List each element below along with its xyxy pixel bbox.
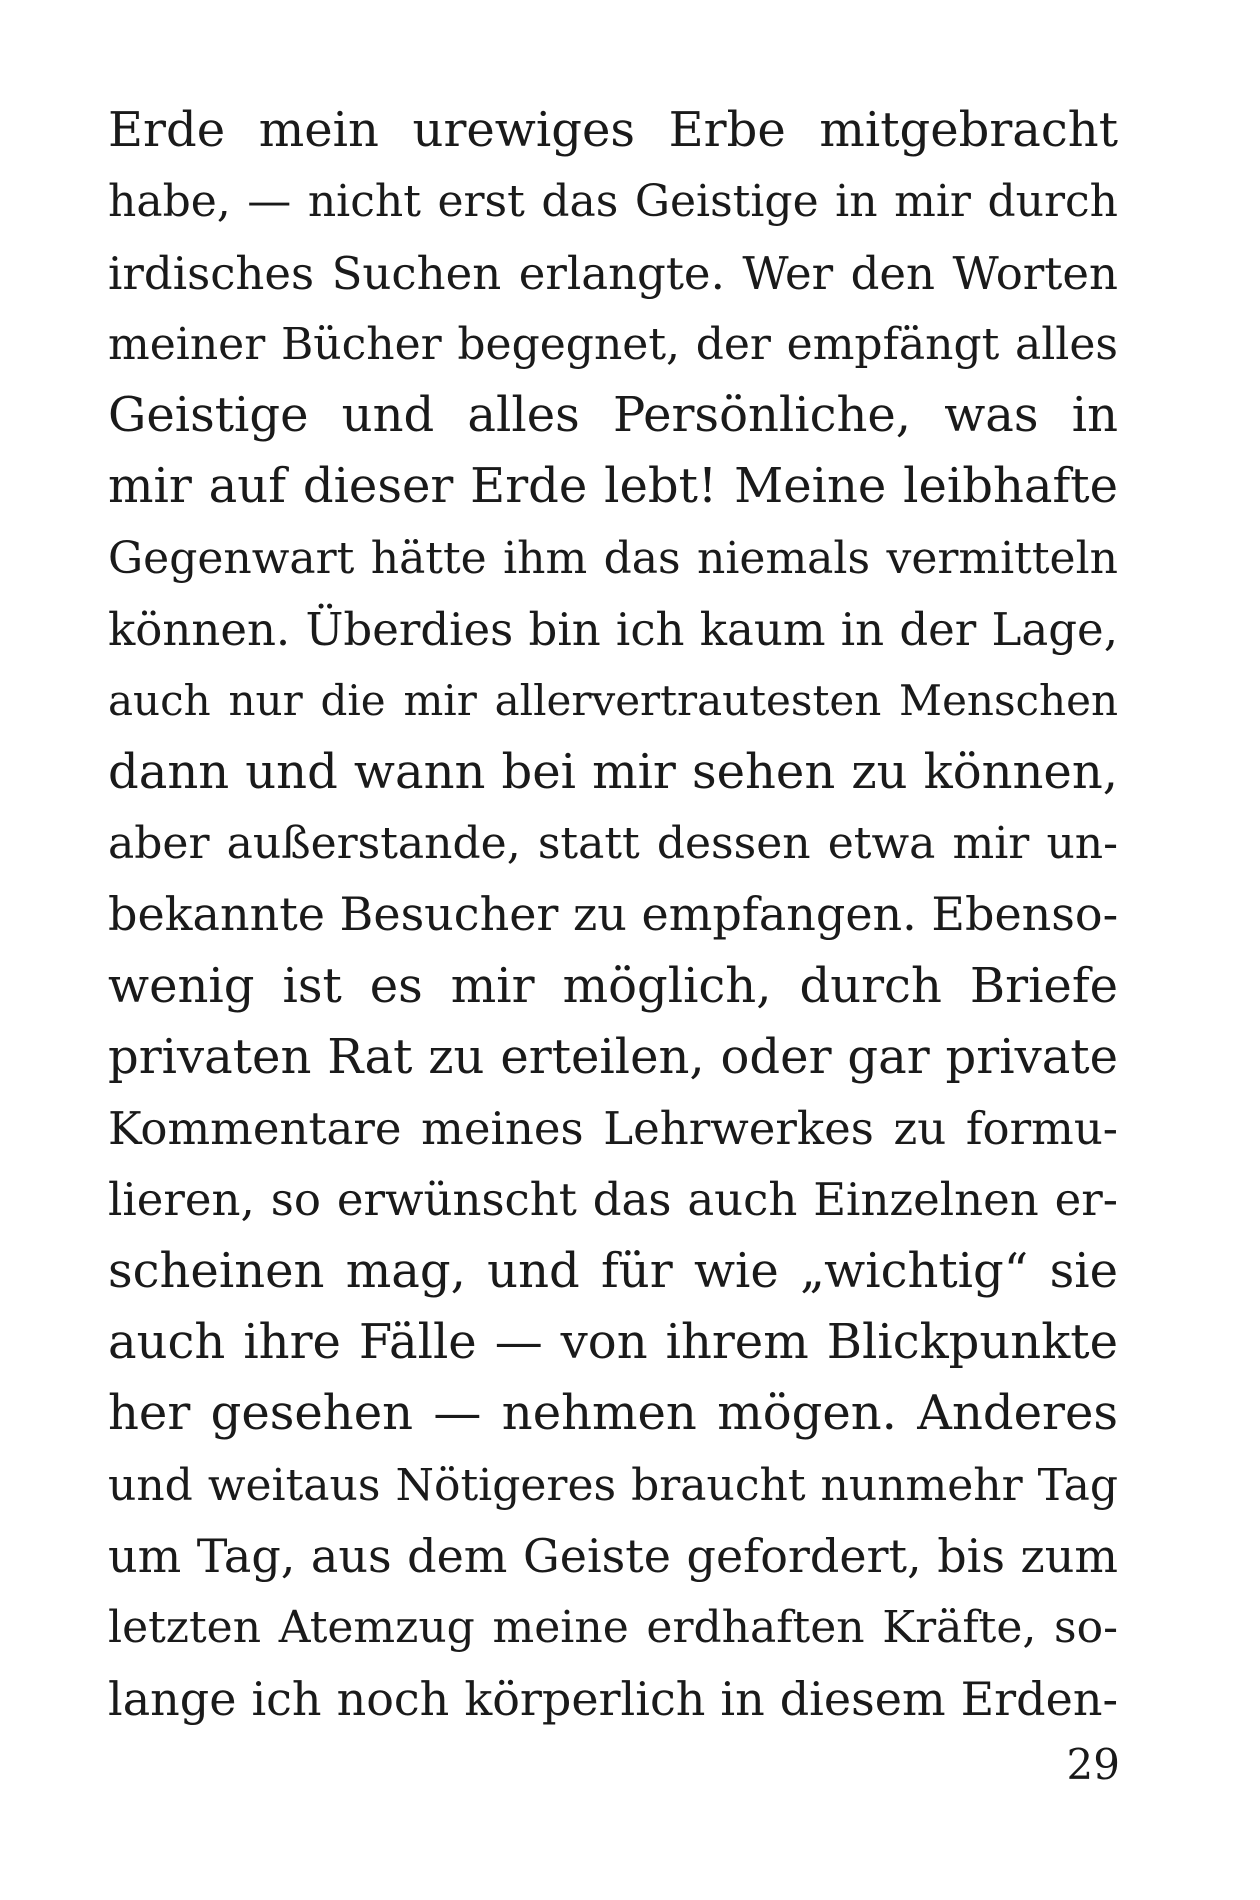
page-number: 29 [1066, 1740, 1120, 1789]
text-line-8: können. Überdies bin ich kaum in der Lage, [108, 603, 1118, 657]
body-text [108, 95, 1118, 1735]
text-line-4: meiner Bücher begegnet, der empfängt alles [108, 318, 1118, 370]
text-line-15: Kommentare meines Lehrwerkes zu formu- [108, 1102, 1118, 1156]
text-line-21: um Tag, aus dem Geiste gefordert, bis zum [108, 1528, 1118, 1583]
text-line-12: bekannte Besucher zu empfangen. Ebenso- [108, 887, 1118, 942]
text-line-22: letzten Atemzug meine erdhaften Kräfte, so- [108, 1602, 1118, 1654]
text-line-11: aber außerstande, statt dessen etwa mir un- [108, 817, 1118, 869]
text-line-3: irdisches Suchen erlangte. Wer den Worten [108, 246, 1118, 300]
text-line-9: auch nur die mir allervertrautesten Menschen [108, 676, 1118, 726]
text-line-13: wenig ist es mir möglich, durch Briefe [108, 957, 1118, 1014]
text-line-14: privaten Rat zu erteilen, oder gar private [108, 1028, 1118, 1085]
text-line-7: Gegenwart hätte ihm das niemals vermitteln [108, 532, 1118, 584]
text-line-19: her gesehen — nehmen mögen. Anderes [108, 1385, 1118, 1442]
text-line-10: dann und wann bei mir sehen zu können, [108, 743, 1118, 800]
text-line-20: und weitaus Nötigeres braucht nunmehr Tag [108, 1459, 1118, 1511]
text-line-5: Geistige und alles Persönliche, was in [108, 387, 1118, 444]
text-line-16: lieren, so erwünscht das auch Einzelnen er- [108, 1173, 1118, 1227]
text-line-18: auch ihre Fälle — von ihrem Blickpunkte [108, 1314, 1118, 1371]
text-line-6: mir auf dieser Erde lebt! Meine leibhafte [108, 458, 1118, 515]
text-line-23: lange ich noch körperlich in diesem Erden- [108, 1671, 1118, 1726]
text-line-17: scheinen mag, und für wie „wichtig“ sie [108, 1242, 1118, 1299]
text-line-2: habe, — nicht erst das Geistige in mir durch [108, 176, 1118, 228]
text-line-1: Erde mein urewiges Erbe mitgebracht [108, 102, 1118, 158]
